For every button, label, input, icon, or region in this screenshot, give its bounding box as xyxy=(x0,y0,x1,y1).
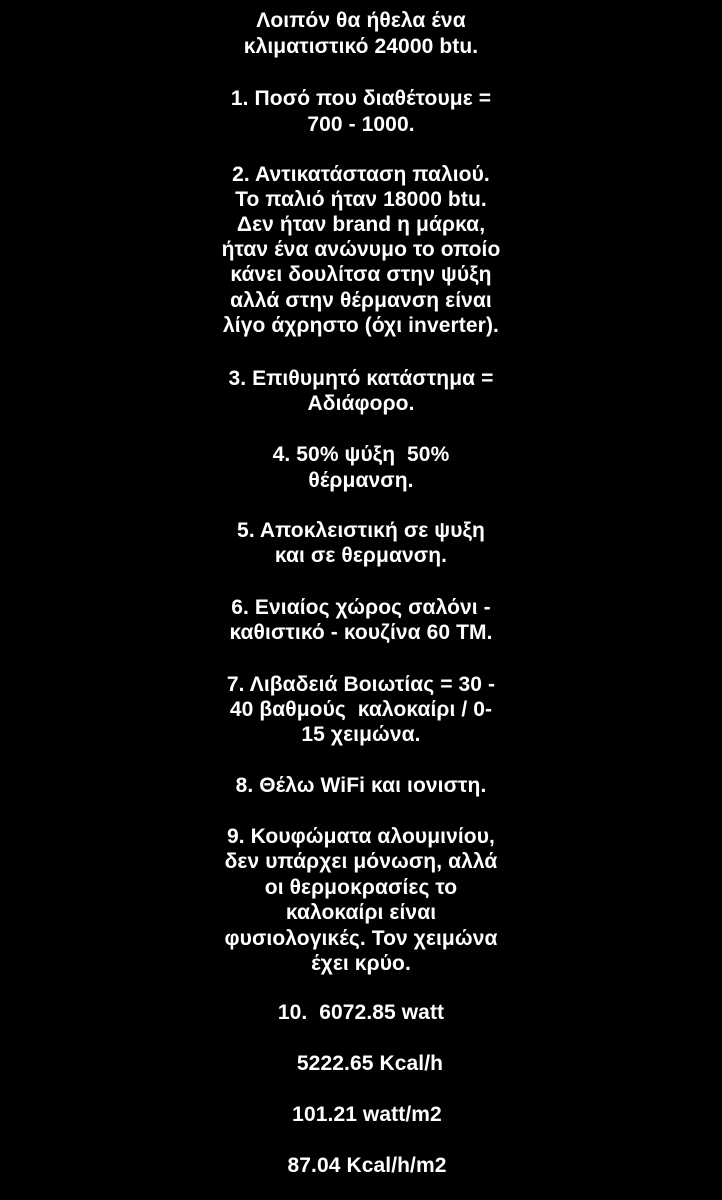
text-line: ήταν ένα ανώνυμο το οποίο xyxy=(221,238,501,261)
text-line: καλοκαίρι είναι xyxy=(285,901,437,924)
text-line: κλιματιστικό 24000 btu. xyxy=(243,35,479,58)
text-line: Αδιάφορο. xyxy=(307,392,415,415)
text-line: 5. Αποκλειστική σε ψυξη xyxy=(237,519,485,542)
text-line: 10. 6072.85 watt xyxy=(277,1001,445,1024)
text-line: 101.21 watt/m2 xyxy=(292,1103,442,1126)
text-line: 7. Λιβαδειά Βοιωτίας = 30 - xyxy=(226,673,496,696)
text-line: Δεν ήταν brand η μάρκα, xyxy=(236,213,486,236)
text-line: αλλά στην θέρμανση είναι xyxy=(230,289,492,312)
text-line: 9. Κουφώματα αλουμινίου, xyxy=(227,825,495,848)
text-line: 3. Επιθυμητό κατάστημα = xyxy=(228,367,494,390)
text-line: 15 χειμώνα. xyxy=(301,723,421,746)
text-line: 4. 50% ψύξη 50% xyxy=(272,443,450,466)
text-line: 87.04 Kcal/h/m2 xyxy=(287,1154,447,1177)
text-line: 2. Αντικατάσταση παλιού. xyxy=(232,163,490,186)
text-line: δεν υπάρχει μόνωση, αλλά xyxy=(224,850,498,873)
text-line: λίγο άχρηστο (όχι inverter). xyxy=(223,314,499,337)
text-line: 5222.65 Kcal/h xyxy=(296,1052,444,1075)
text-line: οι θερμοκρασίες το xyxy=(264,876,458,899)
text-line: 1. Ποσό που διαθέτουμε = xyxy=(230,87,492,110)
text-line: καθιστικό - κουζίνα 60 ΤΜ. xyxy=(229,621,493,644)
text-line: και σε θερμανση. xyxy=(274,544,448,567)
text-line: Λοιπόν θα ήθελα ένα xyxy=(256,9,466,32)
text-line: έχει κρύο. xyxy=(311,952,411,975)
text-line: 6. Ενιαίος χώρος σαλόνι - xyxy=(231,596,491,619)
text-line: 40 βαθμούς καλοκαίρι / 0- xyxy=(229,698,493,721)
text-line: φυσιολογικές. Τον χειμώνα xyxy=(224,927,498,950)
text-line: κάνει δουλίτσα στην ψύξη xyxy=(230,263,492,286)
text-line: θέρμανση. xyxy=(308,469,414,492)
text-line: 8. Θέλω WiFi και ιονιστη. xyxy=(235,774,487,797)
text-line: 700 - 1000. xyxy=(307,113,415,136)
text-line: Το παλιό ήταν 18000 btu. xyxy=(235,188,487,211)
